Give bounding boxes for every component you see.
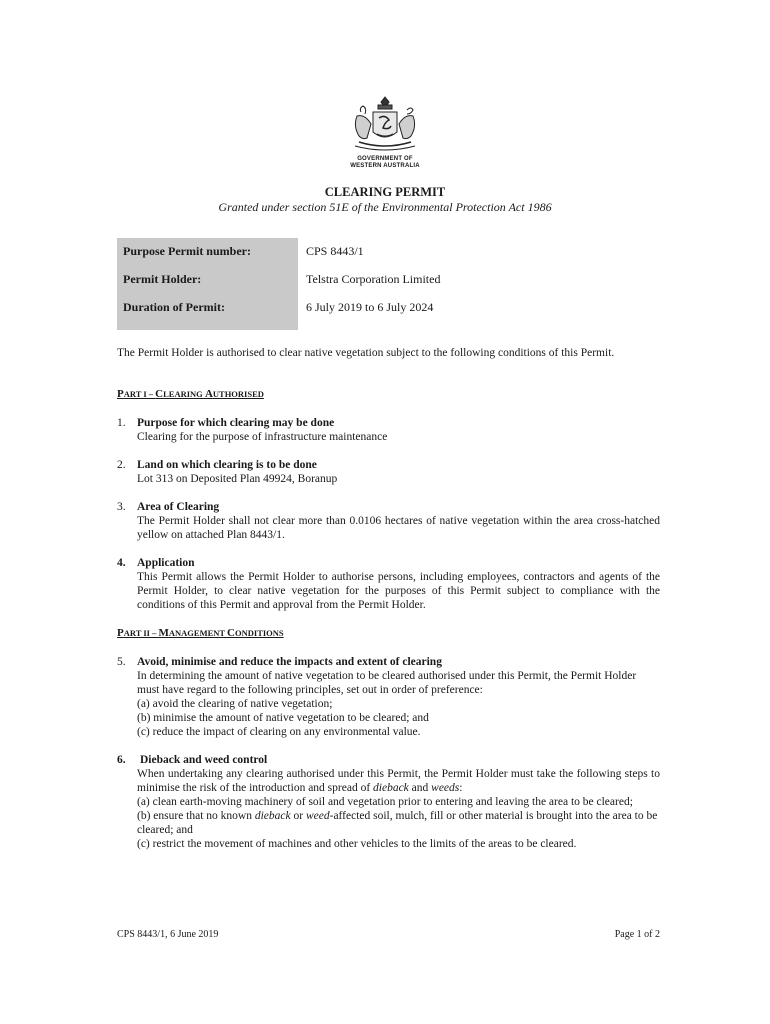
page-title: CLEARING PERMIT xyxy=(324,185,446,199)
condition-title: Area of Clearing xyxy=(137,501,220,513)
condition-text: Clearing for the purpose of infrastructure maintenance xyxy=(137,431,388,443)
condition-number: 3. xyxy=(117,501,126,513)
condition-number: 6. xyxy=(117,754,126,766)
condition-subitem-a: (a) avoid the clearing of native vegetation; xyxy=(137,698,333,710)
condition-title: Application xyxy=(137,557,195,569)
condition-number: 5. xyxy=(117,656,126,668)
coat-of-arms-icon xyxy=(345,96,425,156)
permit-number-value: CPS 8443/1 xyxy=(306,244,364,258)
government-line2: WESTERN AUSTRALIA xyxy=(350,163,420,169)
condition-title: Purpose for which clearing may be done xyxy=(137,417,335,429)
government-line1: GOVERNMENT OF xyxy=(357,156,413,162)
intro-paragraph: The Permit Holder is authorised to clear native vegetation subject to the following conditions of this Permit. xyxy=(117,347,615,359)
condition-5 xyxy=(117,655,660,739)
condition-subitem-b: (b) ensure that no known dieback or weed-affected soil, mulch, fill or other material is brought into the area to be cleared; and xyxy=(137,810,658,836)
condition-number: 2. xyxy=(117,459,126,471)
condition-text: The Permit Holder shall not clear more than 0.0106 hectares of native vegetation within the area cross-hatched yellow on attached Plan 8443/1. xyxy=(137,515,660,541)
condition-text: This Permit allows the Permit Holder to authorise persons, including employees, contractors and agents of the Permit Holder, to clear native vegetation for the purposes of this Permit subject to compliance with the conditions of this Permit and approval from the Permit Holder. xyxy=(137,571,660,611)
permit-duration-value: 6 July 2019 to 6 July 2024 xyxy=(306,300,434,314)
condition-4 xyxy=(117,556,660,612)
permit-number-label: Purpose Permit number: xyxy=(123,244,251,258)
permit-holder-label: Permit Holder: xyxy=(123,272,202,286)
part1-heading: PART I – CLEARING AUTHORISED xyxy=(117,388,264,400)
government-label xyxy=(330,156,440,170)
footer-reference: CPS 8443/1, 6 June 2019 xyxy=(117,929,219,940)
condition-text: When undertaking any clearing authorised under this Permit, the Permit Holder must take the following steps to minimise the risk of the introduction and spread of dieback and weeds: xyxy=(137,768,660,794)
condition-6 xyxy=(117,753,660,851)
part2-heading: PART II – MANAGEMENT CONDITIONS xyxy=(117,627,284,639)
condition-text: In determining the amount of native vegetation to be cleared authorised under this Permit, the Permit Holder must have regard to the following principles, set out in order of preference: xyxy=(137,670,637,696)
permit-holder-value: Telstra Corporation Limited xyxy=(306,272,441,286)
condition-2 xyxy=(117,458,660,486)
condition-subitem-c: (c) reduce the impact of clearing on any environmental value. xyxy=(137,726,421,738)
condition-subitem-b: (b) minimise the amount of native vegetation to be cleared; and xyxy=(137,712,429,724)
condition-title: Avoid, minimise and reduce the impacts and extent of clearing xyxy=(137,656,442,668)
page-subtitle: Granted under section 51E of the Environmental Protection Act 1986 xyxy=(218,200,552,214)
condition-subitem-a: (a) clean earth-moving machinery of soil and vegetation prior to entering and leaving the area to be cleared; xyxy=(137,796,633,808)
condition-1 xyxy=(117,416,660,444)
page-number: Page 1 of 2 xyxy=(614,929,660,940)
condition-3 xyxy=(117,500,660,542)
condition-number: 1. xyxy=(117,417,126,429)
permit-duration-label: Duration of Permit: xyxy=(123,300,225,314)
condition-subitem-c: (c) restrict the movement of machines and other vehicles to the limits of the areas to be cleared. xyxy=(137,838,577,850)
condition-title: Dieback and weed control xyxy=(140,754,268,766)
condition-number: 4. xyxy=(117,557,126,569)
condition-title: Land on which clearing is to be done xyxy=(137,459,317,471)
condition-text: Lot 313 on Deposited Plan 49924, Boranup xyxy=(137,473,338,485)
